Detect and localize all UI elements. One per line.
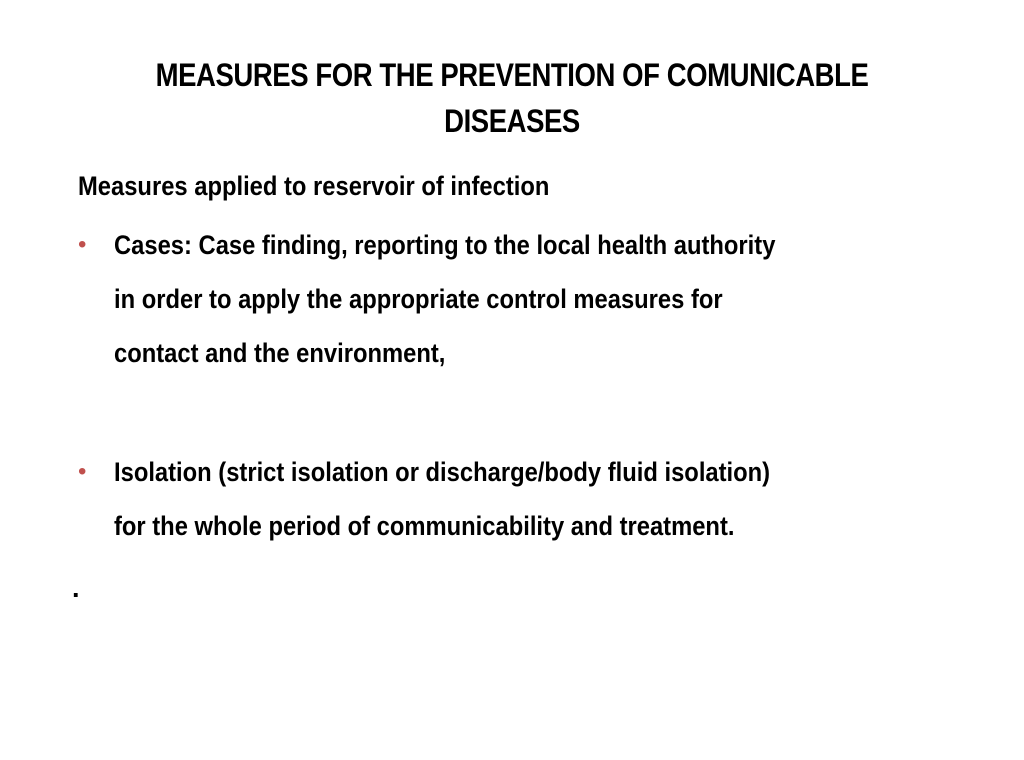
bullet-text-line: in order to apply the appropriate control measures for (114, 284, 723, 314)
bullet-text (114, 445, 959, 553)
bullet-text-line: Cases: Case finding, reporting to the local health authority (114, 230, 776, 260)
bullet-text-line: contact and the environment, (114, 338, 446, 368)
section-subheading: Measures applied to reservoir of infection (78, 171, 550, 201)
trailing-period: . (72, 573, 80, 603)
bullet-text-line: Isolation (strict isolation or discharge/body fluid isolation) (114, 457, 771, 487)
slide-title-line-1: MEASURES FOR THE PREVENTION OF COMUNICABLE (155, 57, 869, 93)
bullet-text-line: for the whole period of communicability and treatment. (114, 511, 735, 541)
slide-title-line-2: DISEASES (444, 103, 580, 139)
slide-title (123, 52, 900, 144)
bullet-text (114, 218, 959, 380)
bullet-marker: • (78, 231, 87, 258)
bullet-marker: • (78, 458, 87, 485)
